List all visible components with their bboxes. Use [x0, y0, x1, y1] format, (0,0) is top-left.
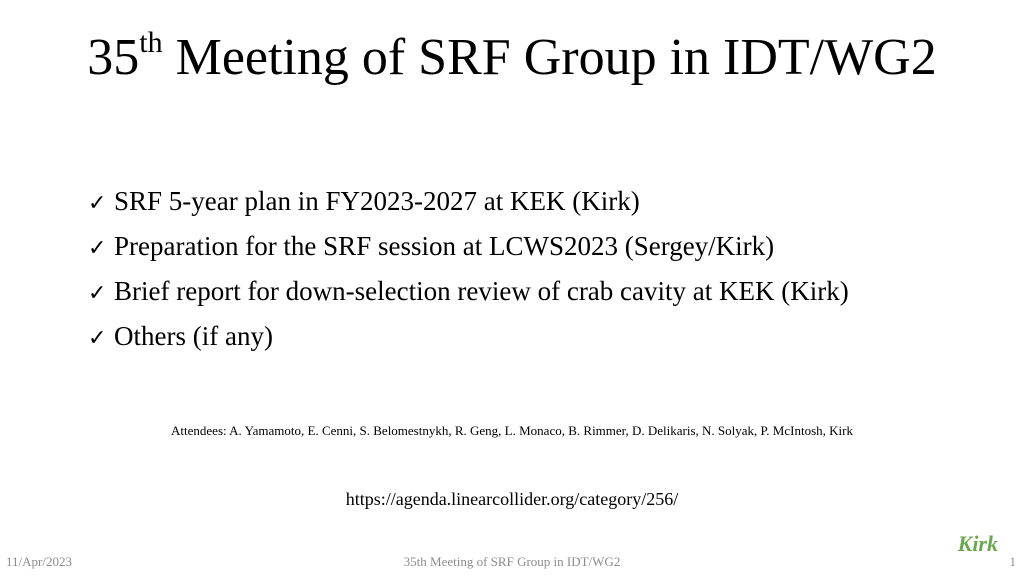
- agenda-item: [88, 225, 988, 270]
- agenda-item-text: Brief report for down-selection review of crab cavity at KEK (Kirk): [114, 276, 849, 306]
- footer-date: 11/Apr/2023: [6, 554, 72, 569]
- check-mark-icon: ✓: [88, 326, 107, 351]
- footer-author: Kirk: [957, 531, 998, 556]
- agenda-link[interactable]: https://agenda.linearcollider.org/category/256/: [345, 489, 679, 509]
- page-number: 1: [1009, 554, 1016, 569]
- agenda-item-text: SRF 5-year plan in FY2023-2027 at KEK (Kirk): [114, 186, 640, 216]
- agenda-list: [88, 180, 988, 360]
- slide-title: [0, 26, 1024, 97]
- agenda-item-text: Preparation for the SRF session at LCWS2023 (Sergey/Kirk): [114, 231, 775, 261]
- agenda-item-text: Others (if any): [114, 321, 273, 351]
- agenda-item: [88, 180, 988, 225]
- attendees-list: Attendees: A. Yamamoto, E. Cenni, S. Belomestnykh, R. Geng, L. Monaco, B. Rimmer, D. Delikaris, N. Solyak, P. McIntosh, Kirk: [171, 423, 853, 438]
- agenda-item: [88, 270, 988, 315]
- check-mark-icon: ✓: [88, 236, 107, 261]
- check-mark-icon: ✓: [88, 281, 107, 306]
- title-ordinal-suffix: th: [139, 26, 163, 59]
- title-number: 35: [87, 29, 140, 86]
- footer-title: 35th Meeting of SRF Group in IDT/WG2: [403, 554, 621, 569]
- agenda-item: [88, 315, 988, 360]
- title-text: Meeting of SRF Group in IDT/WG2: [162, 29, 937, 86]
- check-mark-icon: ✓: [88, 191, 107, 216]
